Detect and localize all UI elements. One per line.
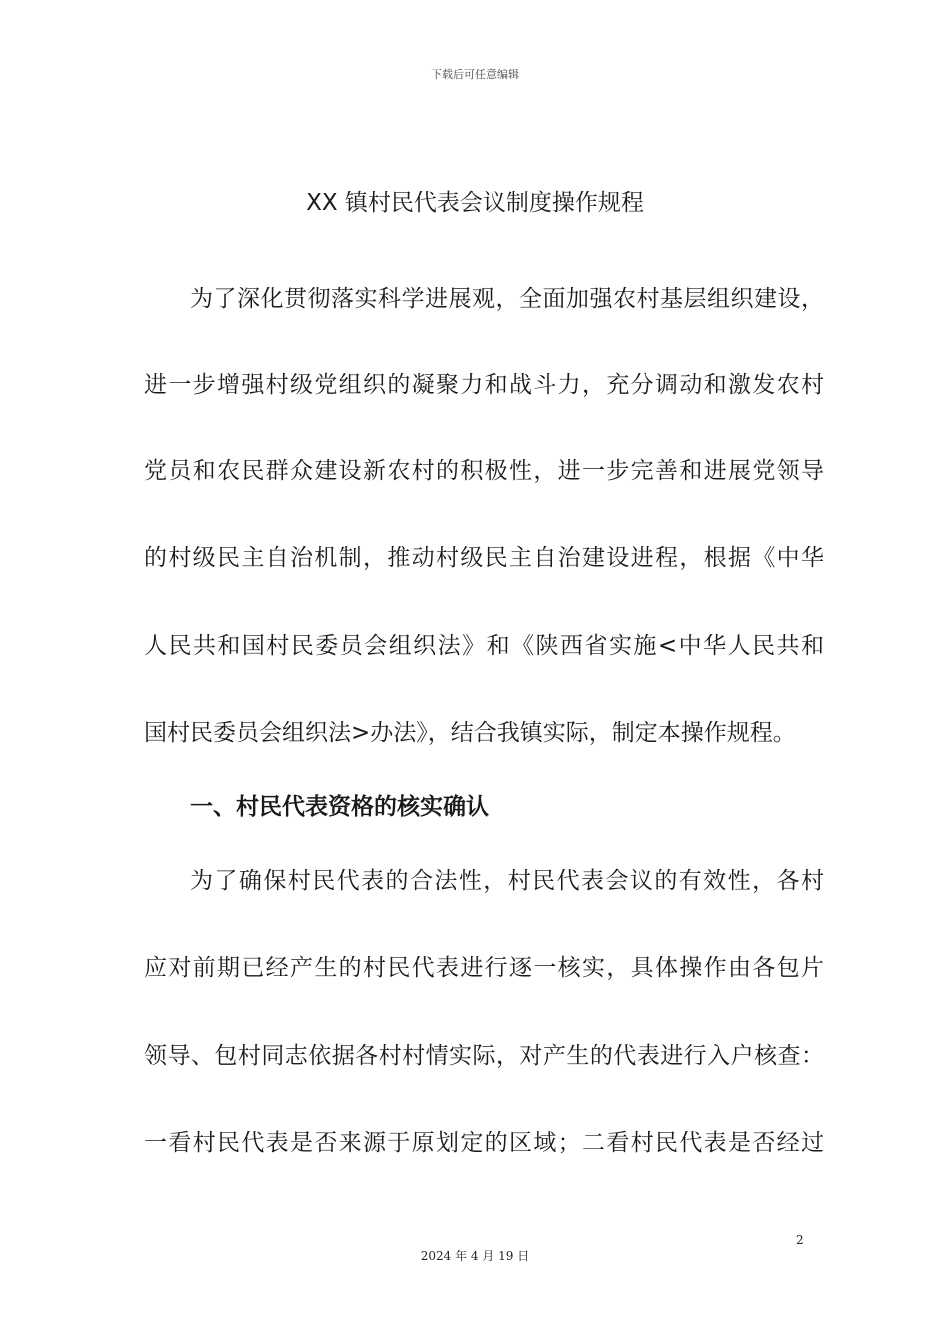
page-number: 2: [796, 1233, 804, 1247]
paragraph-line: 人民共和国村民委员会组织法》和《陕西省实施<中华人民共和: [144, 633, 824, 659]
paragraph-line: 党员和农民群众建设新农村的积极性，进一步完善和进展党领导: [144, 458, 824, 484]
paragraph-line: 领导、包村同志依据各村村情实际，对产生的代表进行入户核查：: [144, 1043, 824, 1069]
paragraph-line: 一看村民代表是否来源于原划定的区域；二看村民代表是否经过: [144, 1130, 824, 1156]
paragraph-line: 应对前期已经产生的村民代表进行逐一核实，具体操作由各包片: [144, 955, 824, 981]
paragraph-line: 国村民委员会组织法>办法》，结合我镇实际，制定本操作规程。: [144, 720, 796, 746]
footer-date: 2024 年 4 月 19 日: [420, 1249, 530, 1263]
header-note: 下载后可任意编辑: [431, 68, 519, 81]
document-title: XX 镇村民代表会议制度操作规程: [306, 190, 644, 216]
paragraph-line: 的村级民主自治机制，推动村级民主自治建设进程，根据《中华: [144, 545, 824, 571]
paragraph-line: 进一步增强村级党组织的凝聚力和战斗力，充分调动和激发农村: [144, 372, 824, 398]
section-heading: 一、村民代表资格的核实确认: [190, 794, 489, 820]
paragraph-line: 为了确保村民代表的合法性，村民代表会议的有效性，各村: [190, 868, 824, 894]
paragraph-line: 为了深化贯彻落实科学进展观，全面加强农村基层组织建设，: [190, 286, 824, 312]
